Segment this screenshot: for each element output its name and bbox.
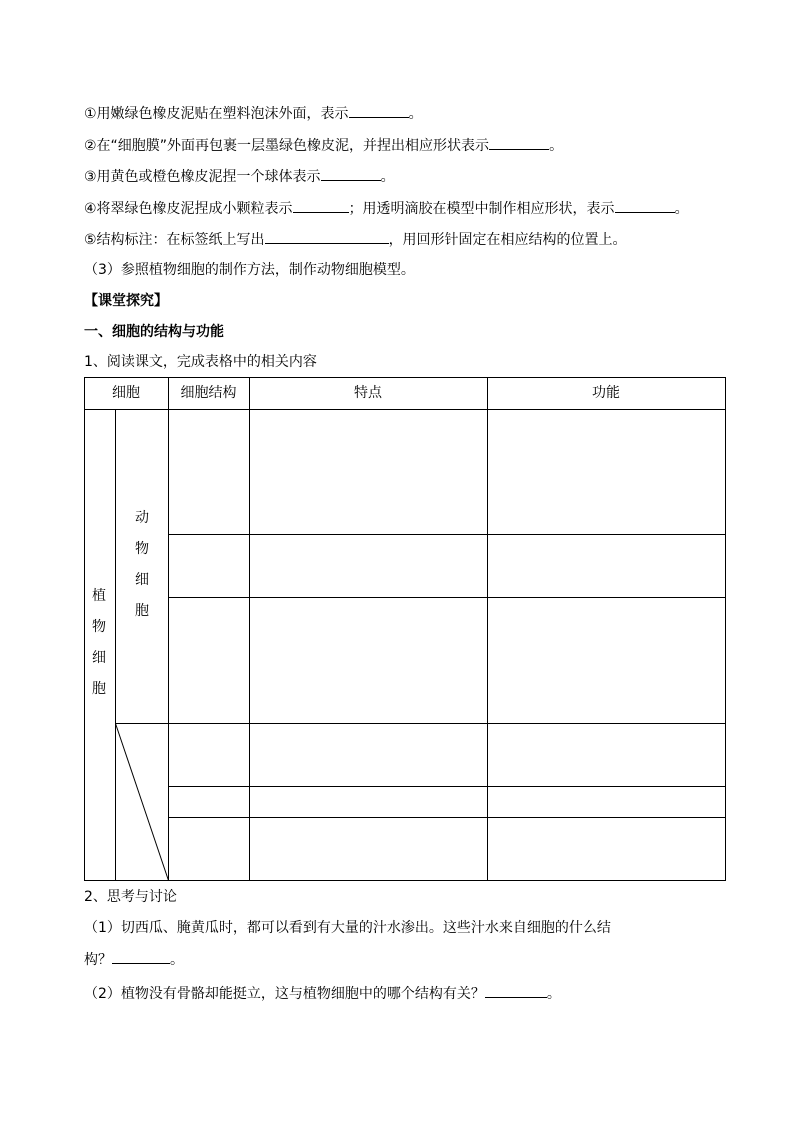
discussion-title: 2、思考与讨论 xyxy=(84,889,177,905)
heading-cell-structure: 一、细胞的结构与功能 xyxy=(84,324,224,340)
section-title: 【课堂探究】 xyxy=(84,293,168,309)
answer-blank[interactable] xyxy=(485,983,547,998)
instruction-5-text-a: ⑤结构标注：在标签纸上写出 xyxy=(84,232,265,248)
discussion-q1-answer xyxy=(84,949,184,970)
header-characteristics: 特点 xyxy=(354,385,382,401)
header-function: 功能 xyxy=(592,385,620,401)
answer-blank[interactable] xyxy=(112,949,170,964)
header-cell: 细胞 xyxy=(112,385,140,401)
instruction-6: （3）参照植物细胞的制作方法，制作动物细胞模型。 xyxy=(84,262,415,278)
instruction-5-text-b: ，用回形针固定在相应结构的位置上。 xyxy=(388,232,627,248)
punct: 。 xyxy=(674,201,689,217)
q1-text: 构？ xyxy=(84,952,112,968)
instruction-4-text-a: ④将翠绿色橡皮泥捏成小颗粒表示 xyxy=(84,201,293,217)
punct: 。 xyxy=(549,138,564,154)
instruction-3-text: ③用黄色或橙色橡皮泥捏一个球体表示 xyxy=(84,169,321,185)
discussion-q1: （1）切西瓜、腌黄瓜时，都可以看到有大量的汁水渗出。这些汁水来自细胞的什么结 xyxy=(84,920,611,936)
punct: 。 xyxy=(546,986,561,1002)
header-cell-structure: 细胞结构 xyxy=(180,385,237,401)
punct: 。 xyxy=(170,952,184,968)
punct: 。 xyxy=(408,106,423,122)
animal-cell-label: 动 物 细 胞 xyxy=(135,510,149,619)
question-1: 1、阅读课文，完成表格中的相关内容 xyxy=(84,354,317,370)
plant-cell-label: 植 物 细 胞 xyxy=(92,588,106,697)
instruction-4-text-b: ；用透明滴胶在模型中制作相应形状，表示 xyxy=(348,201,615,217)
punct: 。 xyxy=(380,169,395,185)
discussion-q2 xyxy=(84,983,561,1004)
instruction-1-text: ①用嫩绿色橡皮泥贴在塑料泡沫外面，表示 xyxy=(84,106,349,122)
instruction-2-text: ②在“细胞膜”外面再包裹一层墨绿色橡皮泥，并捏出相应形状表示 xyxy=(84,138,490,154)
q2-text: （2）植物没有骨骼却能挺立，这与植物细胞中的哪个结构有关？ xyxy=(84,986,485,1002)
